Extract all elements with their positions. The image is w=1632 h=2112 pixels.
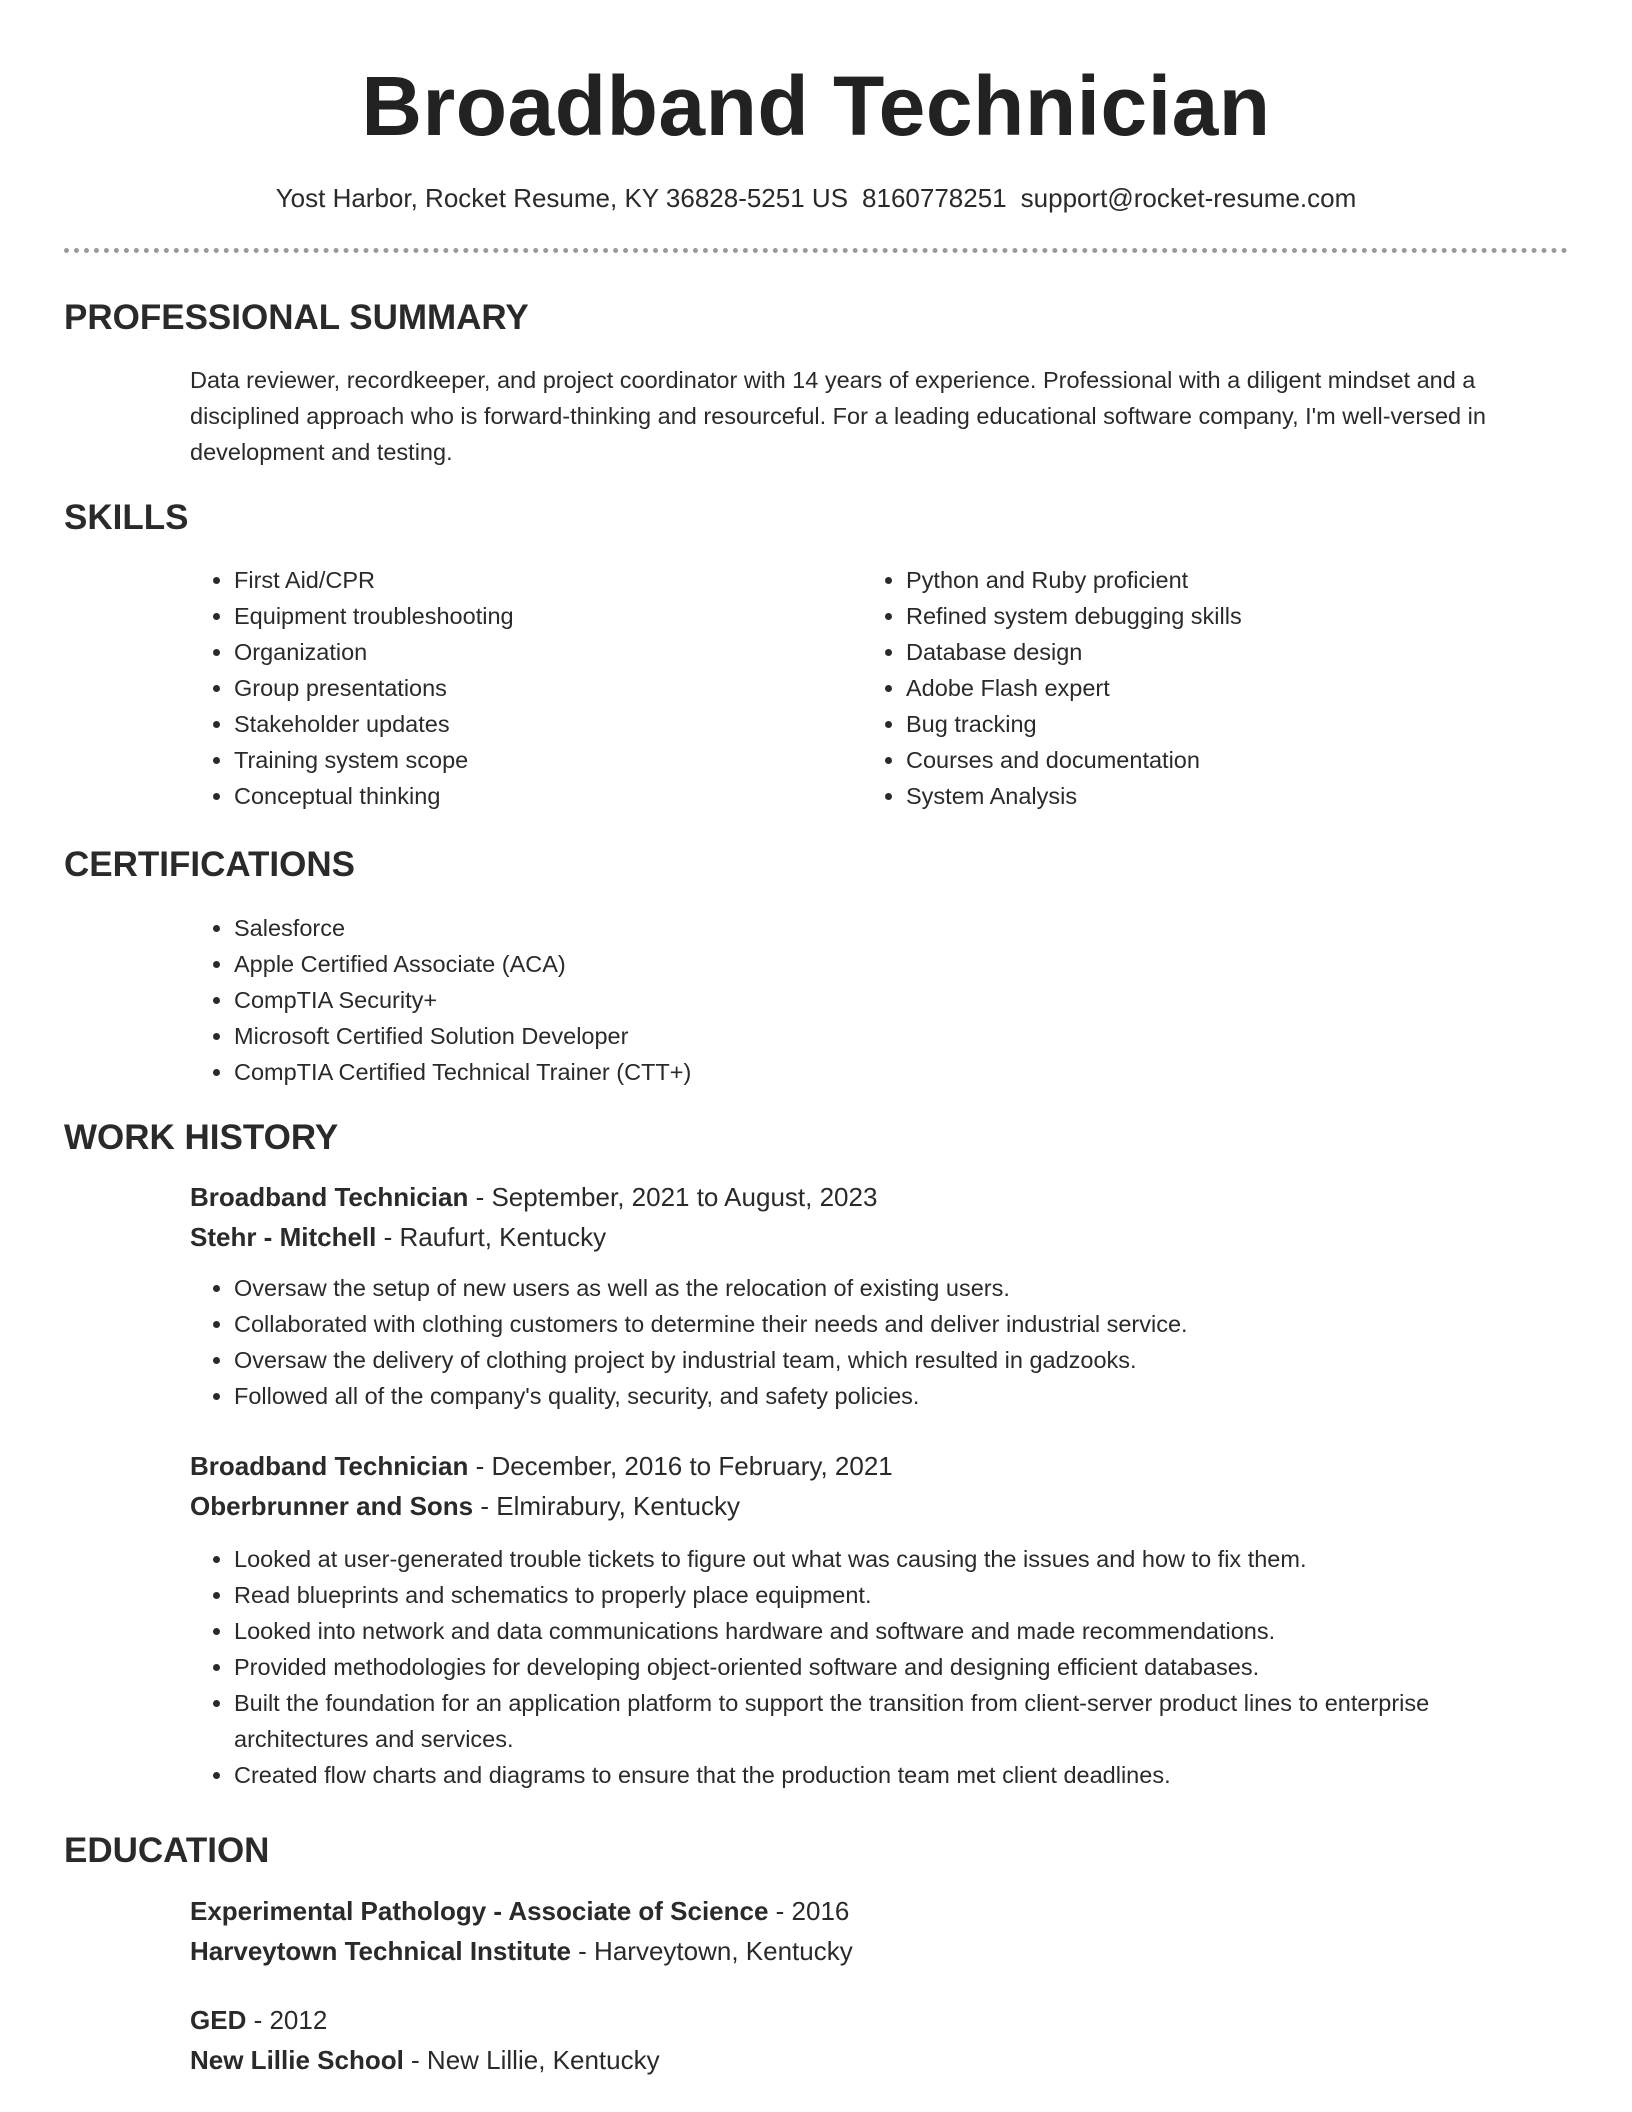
skill-item: • First Aid/CPR xyxy=(234,562,862,598)
skill-item: • Courses and documentation xyxy=(906,742,1568,778)
education-location: - New Lillie, Kentucky xyxy=(403,2045,660,2075)
job-role: Broadband Technician xyxy=(190,1182,469,1212)
education-degree-line xyxy=(190,1891,1568,1931)
skill-item: • Organization xyxy=(234,634,862,670)
certification-item: • Apple Certified Associate (ACA) xyxy=(234,946,1568,982)
education-degree-line xyxy=(190,2000,1568,2040)
education-school-line xyxy=(190,1931,1568,1971)
certification-item: • Salesforce xyxy=(234,910,1568,946)
job-dates: - September, 2021 to August, 2023 xyxy=(468,1182,878,1212)
contact-email: support@rocket-resume.com xyxy=(1020,183,1357,213)
certifications-heading: CERTIFICATIONS xyxy=(64,845,356,884)
skill-item: • Stakeholder updates xyxy=(234,706,862,742)
job-bullet: • Built the foundation for an application platform to support the transition from client-server product lines to enterprise architectures and services. xyxy=(234,1685,1568,1757)
contact-phone: 8160778251 xyxy=(862,183,1007,213)
skill-item: • Python and Ruby proficient xyxy=(906,562,1568,598)
job-bullet: • Read blueprints and schematics to properly place equipment. xyxy=(234,1577,1568,1613)
skill-item: • Group presentations xyxy=(234,670,862,706)
education-heading: EDUCATION xyxy=(64,1831,270,1870)
education-entry xyxy=(190,2000,1568,2080)
education-school-line xyxy=(190,2040,1568,2080)
job-bullet: • Oversaw the setup of new users as well as the relocation of existing users. xyxy=(234,1270,1568,1306)
summary-section xyxy=(190,362,1568,470)
skill-item: • Database design xyxy=(906,634,1568,670)
job-company: Oberbrunner and Sons xyxy=(190,1491,474,1521)
summary-text: Data reviewer, recordkeeper, and project coordinator with 14 years of experience. Professional with a diligent mindset and a disciplined approach who is forward-thinking and resourceful. For a leading educational software company, I'm well-versed in development and testing. xyxy=(190,367,1486,465)
contact-address: Yost Harbor, Rocket Resume, KY 36828-5251 US xyxy=(275,183,849,213)
education-year: - 2016 xyxy=(768,1896,850,1926)
skill-item: • Refined system debugging skills xyxy=(906,598,1568,634)
skill-item: • Equipment troubleshooting xyxy=(234,598,862,634)
education-degree: Experimental Pathology - Associate of Science xyxy=(190,1896,769,1926)
job-bullets xyxy=(190,1541,1568,1793)
job-bullet: • Followed all of the company's quality, security, and safety policies. xyxy=(234,1378,1568,1414)
job-bullet: • Provided methodologies for developing object-oriented software and designing efficient databases. xyxy=(234,1649,1568,1685)
skills-heading: SKILLS xyxy=(64,498,189,537)
certification-item: • Microsoft Certified Solution Developer xyxy=(234,1018,1568,1054)
job-company-line xyxy=(190,1217,1568,1257)
education-school: Harveytown Technical Institute xyxy=(190,1936,571,1966)
job-bullets xyxy=(190,1270,1568,1414)
education-year: - 2012 xyxy=(246,2005,328,2035)
job-company-line xyxy=(190,1486,1568,1526)
job-entry xyxy=(190,1446,1568,1526)
job-entry xyxy=(190,1177,1568,1257)
skills-left-column xyxy=(190,562,862,814)
work-history-heading: WORK HISTORY xyxy=(64,1118,339,1157)
certifications-section xyxy=(190,910,1568,1090)
education-school: New Lillie School xyxy=(190,2045,404,2075)
job-company: Stehr - Mitchell xyxy=(190,1222,377,1252)
skill-item: • System Analysis xyxy=(906,778,1568,814)
header-divider xyxy=(64,248,1568,253)
skill-item: • Adobe Flash expert xyxy=(906,670,1568,706)
job-location: - Elmirabury, Kentucky xyxy=(473,1491,740,1521)
certification-item: • CompTIA Certified Technical Trainer (CTT+) xyxy=(234,1054,1568,1090)
certification-item: • CompTIA Security+ xyxy=(234,982,1568,1018)
skill-item: • Training system scope xyxy=(234,742,862,778)
skills-section xyxy=(190,562,1568,822)
summary-heading: PROFESSIONAL SUMMARY xyxy=(64,298,529,337)
education-location: - Harveytown, Kentucky xyxy=(570,1936,853,1966)
job-title-line xyxy=(190,1446,1568,1486)
job-bullet: • Collaborated with clothing customers to determine their needs and deliver industrial service. xyxy=(234,1306,1568,1342)
job-title-line xyxy=(190,1177,1568,1217)
education-degree: GED xyxy=(190,2005,247,2035)
skill-item: • Bug tracking xyxy=(906,706,1568,742)
job-dates: - December, 2016 to February, 2021 xyxy=(468,1451,893,1481)
skill-item: • Conceptual thinking xyxy=(234,778,862,814)
job-location: - Raufurt, Kentucky xyxy=(376,1222,607,1252)
skills-right-column xyxy=(862,562,1568,814)
job-role: Broadband Technician xyxy=(190,1451,469,1481)
job-bullet: • Looked into network and data communications hardware and software and made recommendations. xyxy=(234,1613,1568,1649)
job-bullet: • Created flow charts and diagrams to ensure that the production team met client deadlines. xyxy=(234,1757,1568,1793)
job-bullet: • Looked at user-generated trouble tickets to figure out what was causing the issues and how to fix them. xyxy=(234,1541,1568,1577)
job-bullet: • Oversaw the delivery of clothing project by industrial team, which resulted in gadzooks. xyxy=(234,1342,1568,1378)
candidate-name: Broadband Technician xyxy=(361,59,1271,153)
contact-line xyxy=(64,180,1568,216)
education-entry xyxy=(190,1891,1568,1971)
